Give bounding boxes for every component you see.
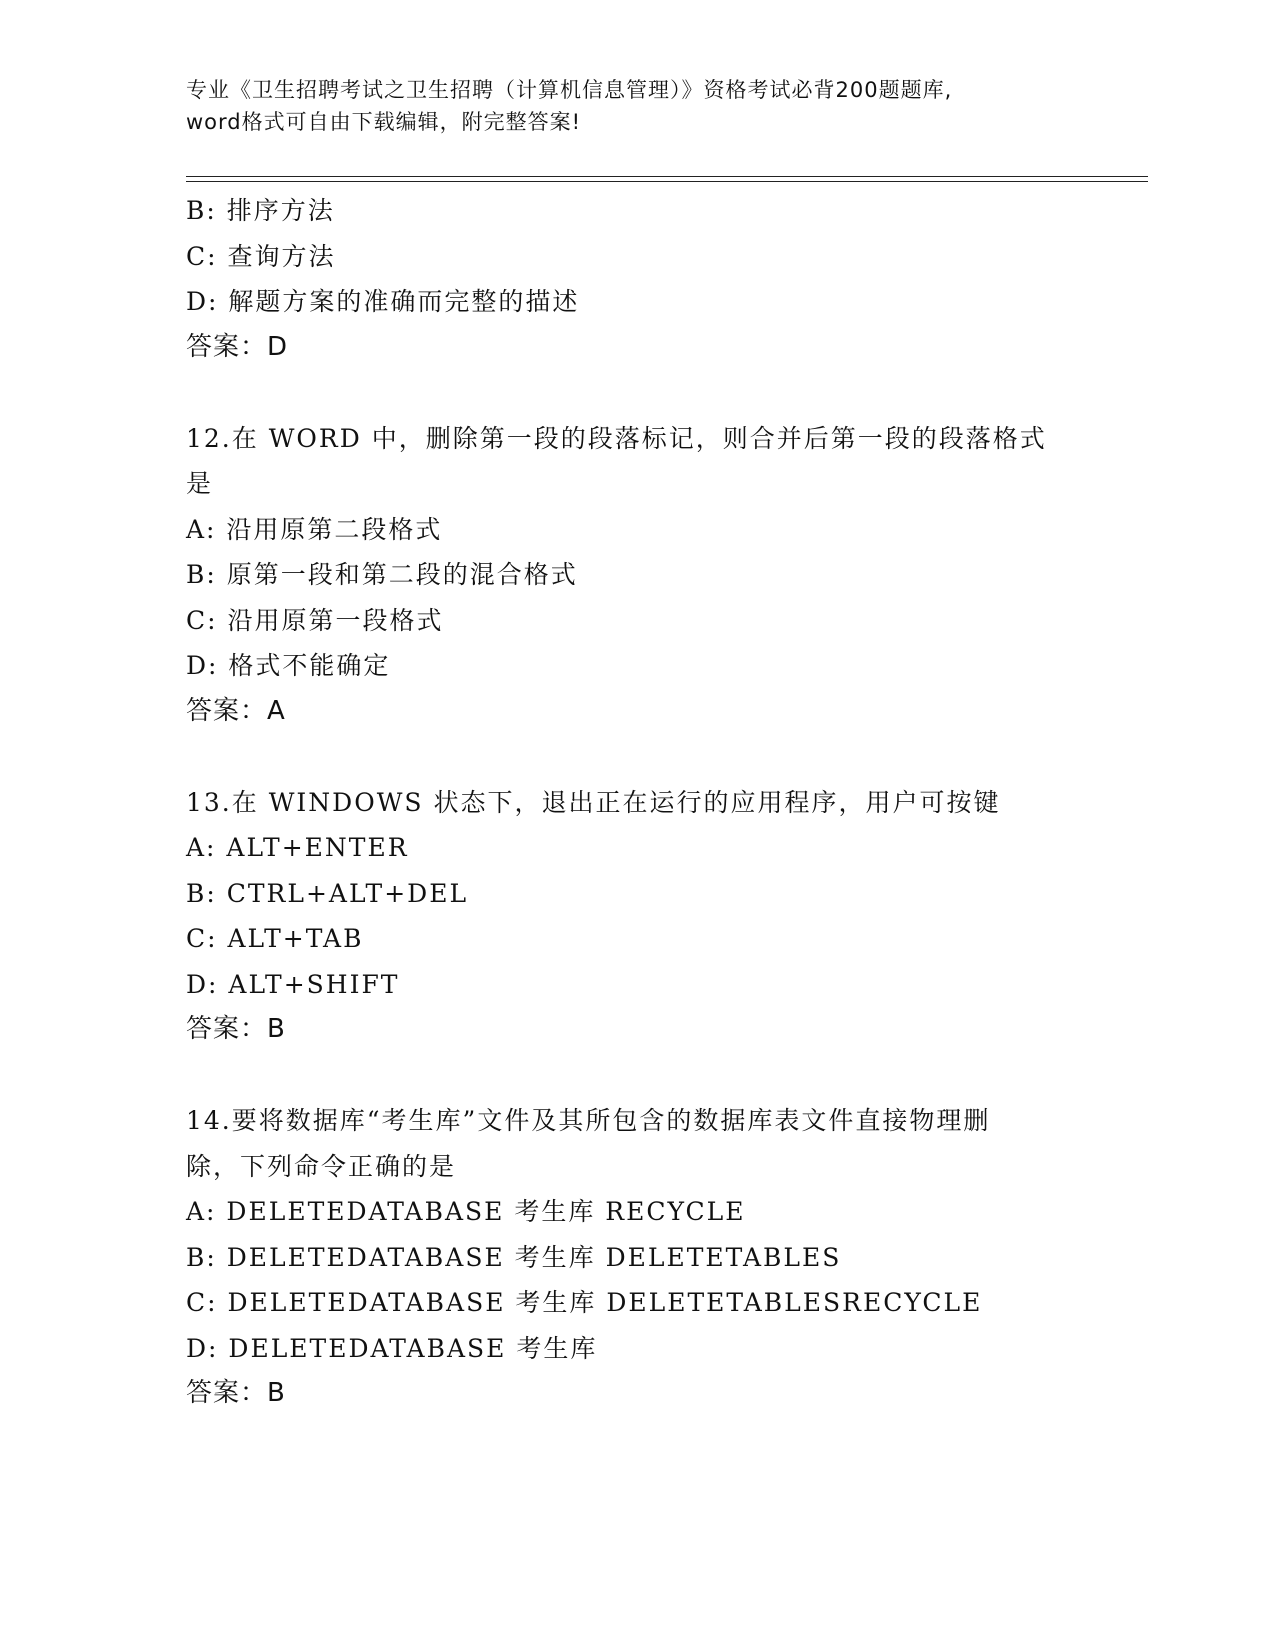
option-c: C: ALT+TAB [186,924,364,953]
option-b: B: 原第一段和第二段的混合格式 [186,560,578,589]
option-b: B: DELETEDATABASE 考生库 DELETETABLES [186,1242,842,1272]
spacer [186,370,1086,416]
header-divider-bottom [186,181,1148,182]
question-13 [186,780,1086,1053]
option-b: B: 排序方法 [186,196,335,225]
question-stem: 14.要将数据库“考生库”文件及其所包含的数据库表文件直接物理删 [186,1106,991,1135]
question-stem: 12.在 WORD 中，删除第一段的段落标记，则合并后第一段的段落格式 [186,423,1047,453]
option-d: D: 解题方案的准确而完整的描述 [186,287,580,316]
question-stem-cont: 是 [186,469,214,498]
option-c: C: DELETEDATABASE 考生库 DELETETABLESRECYCLE [186,1288,983,1317]
option-a: A: DELETEDATABASE 考生库 RECYCLE [186,1197,746,1226]
question-12 [186,416,1086,735]
option-d: D: DELETEDATABASE 考生库 [186,1333,598,1363]
question-list [186,188,1086,1417]
question-14 [186,1098,1086,1417]
question-stem-cont: 除，下列命令正确的是 [186,1151,457,1181]
header-line-2: word格式可自由下载编辑，附完整答案! [186,110,582,134]
answer: 答案：B [186,1378,286,1408]
option-c: C: 查询方法 [186,241,336,271]
answer: 答案：A [186,695,286,726]
option-b: B: CTRL+ALT+DEL [186,878,469,908]
question-stem: 13.在 WINDOWS 状态下，退出正在运行的应用程序，用户可按键 [186,787,1001,817]
option-a: A: 沿用原第二段格式 [186,514,443,544]
answer: 答案：D [186,331,289,362]
option-d: D: ALT+SHIFT [186,969,400,999]
header-divider-top [186,176,1148,177]
answer: 答案：B [186,1014,286,1044]
spacer [186,734,1086,780]
option-a: A: ALT+ENTER [186,833,409,862]
header-line-1: 专业《卫生招聘考试之卫生招聘（计算机信息管理）》资格考试必背200题题库, [186,78,953,102]
option-c: C: 沿用原第一段格式 [186,605,444,635]
option-d: D: 格式不能确定 [186,651,391,680]
spacer [186,1053,1086,1099]
document-header [186,74,1086,138]
question-11-tail [186,188,1086,370]
